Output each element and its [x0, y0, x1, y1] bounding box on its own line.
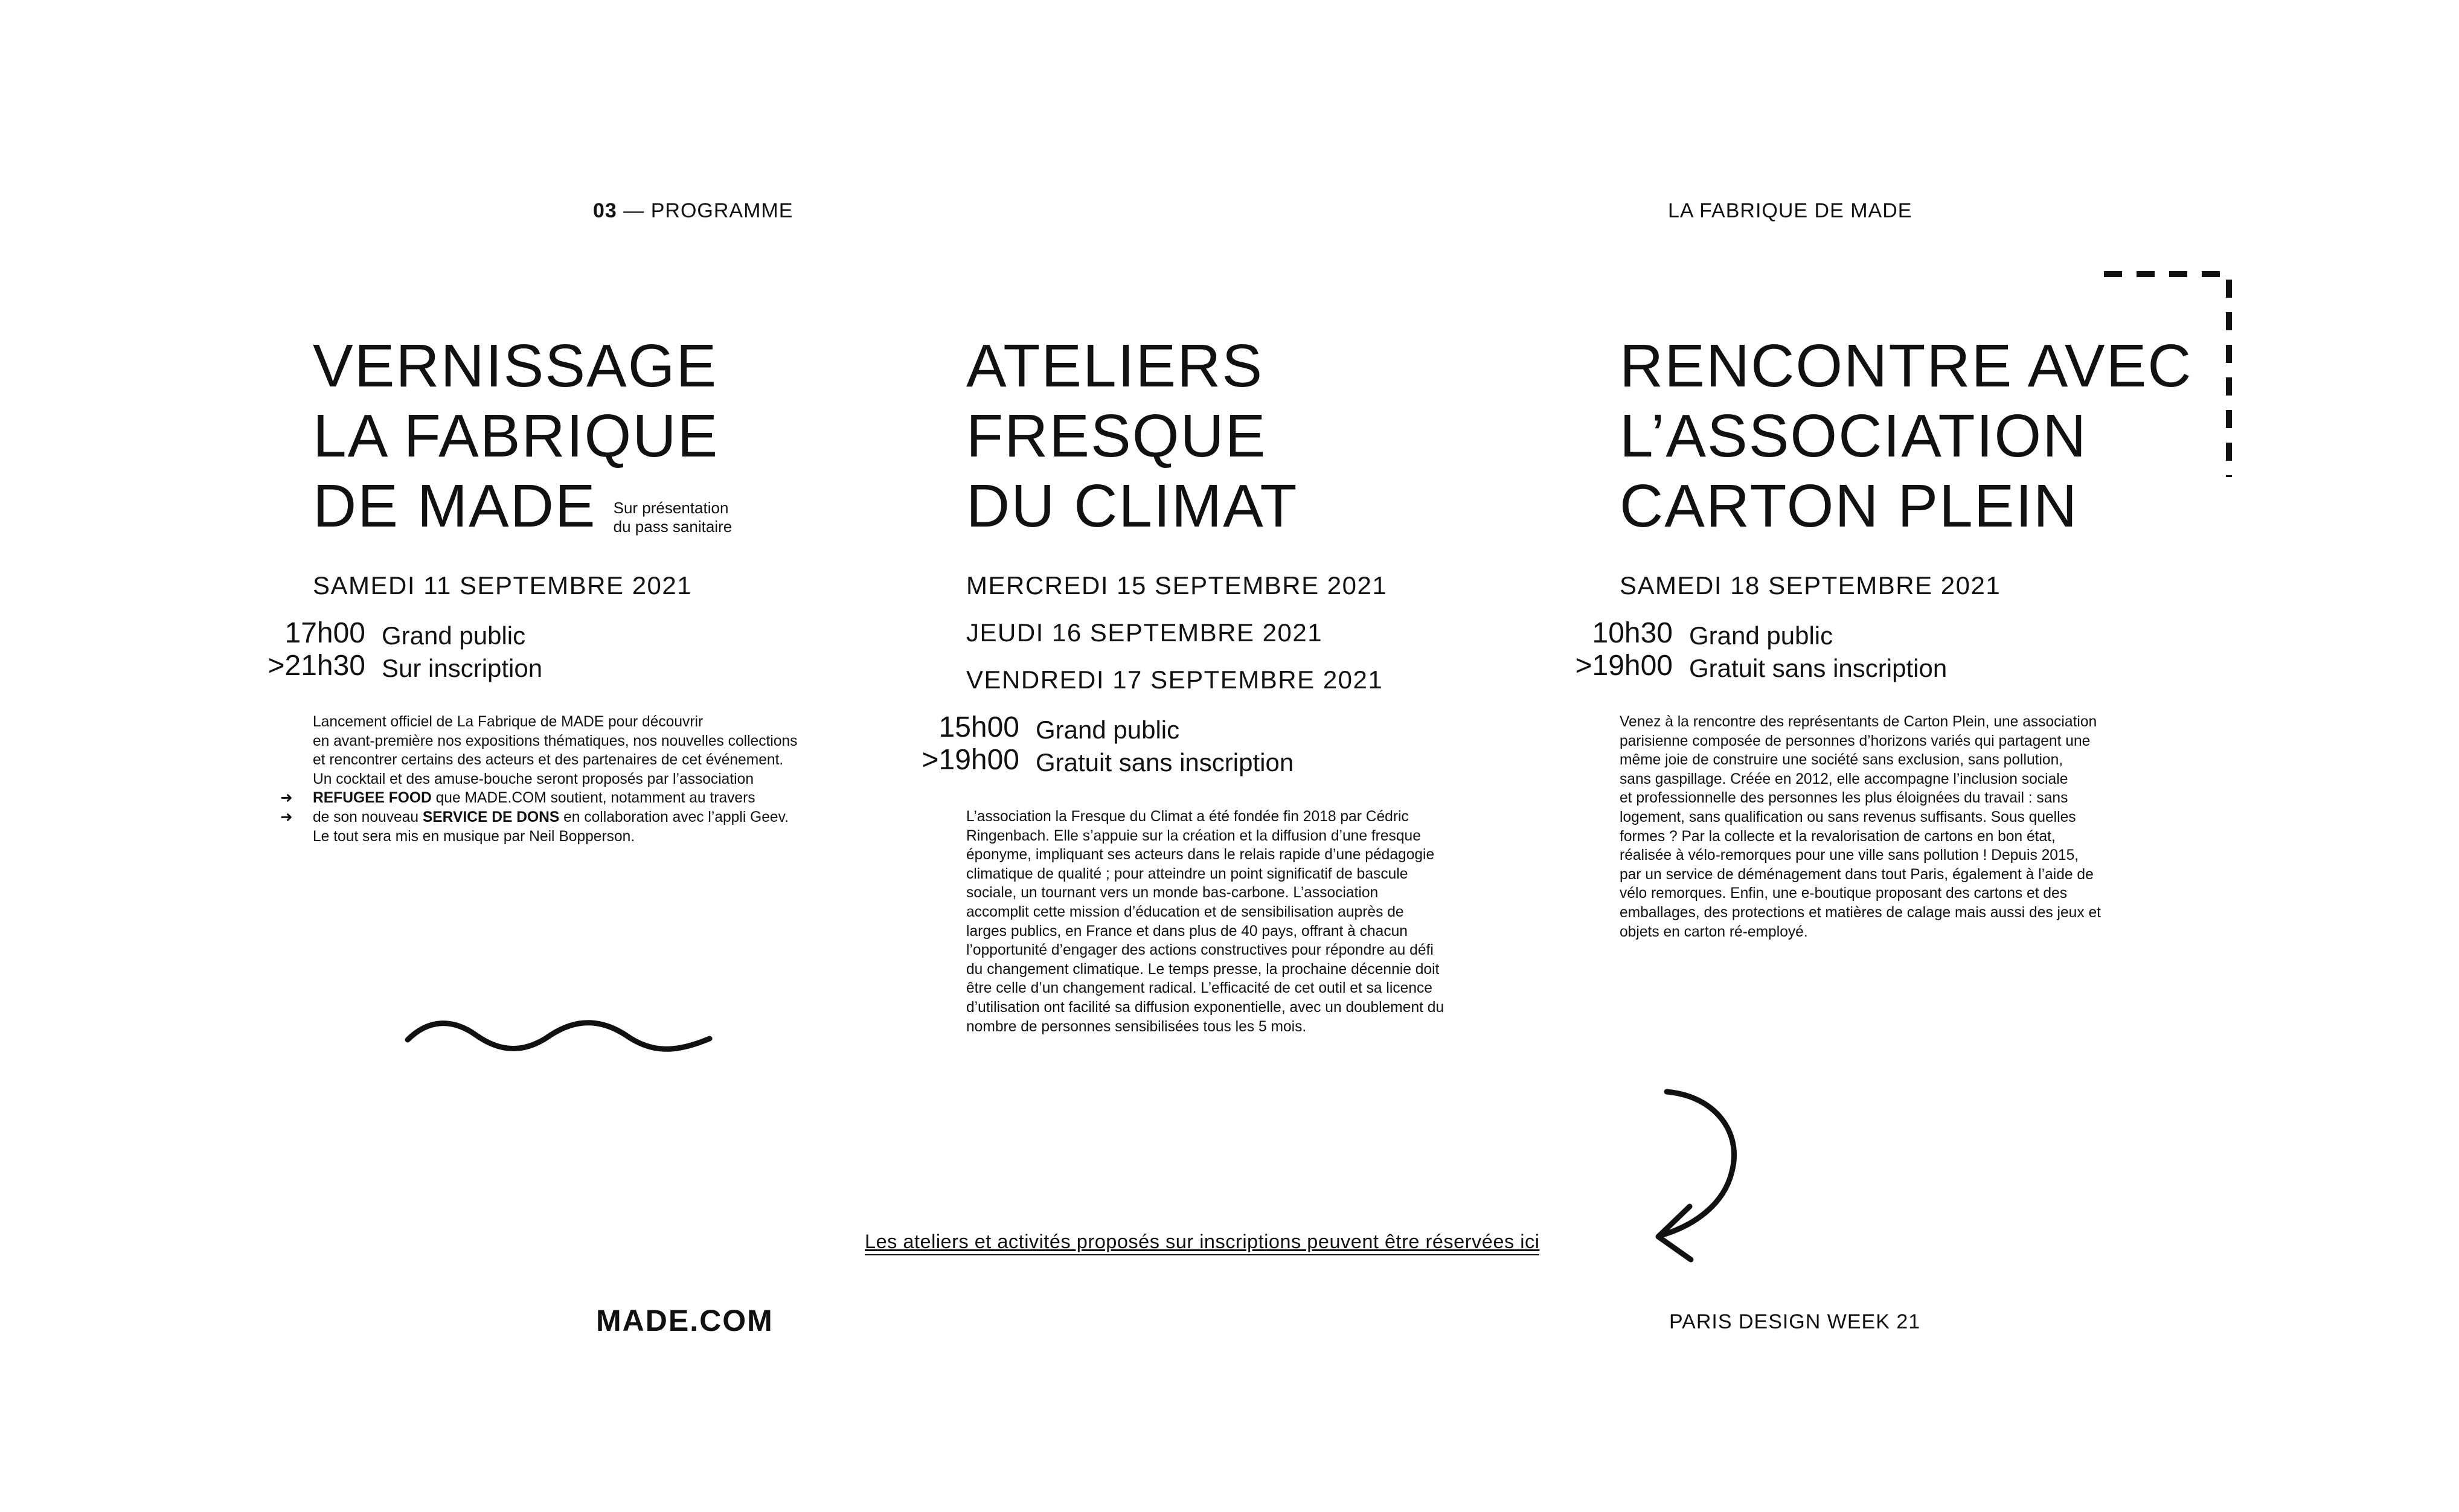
title-line — [313, 471, 732, 541]
description-line: emballages, des protections et matières de calage mais aussi des jeux et — [1620, 904, 2101, 921]
time-label: Grand public — [1689, 621, 1833, 650]
description-line: larges publics, en France et dans plus de 40 pays, offrant à chacun — [966, 923, 1408, 940]
footer-label: PARIS DESIGN WEEK 21 — [1669, 1310, 1921, 1333]
description-line: d’utilisation ont facilité sa diffusion exponentielle, avec un doublement du — [966, 999, 1444, 1016]
section-separator: — — [617, 199, 651, 222]
description-line: objets en carton ré-employé. — [1620, 923, 1808, 940]
time-row — [862, 744, 1406, 777]
event-description — [966, 807, 1444, 1036]
curved-arrow-icon — [1643, 1081, 1751, 1268]
time-label: Sur inscription — [382, 654, 543, 682]
description-line — [280, 789, 797, 808]
event-date: VENDREDI 17 SEPTEMBRE 2021 — [966, 665, 1383, 694]
event-title — [313, 331, 732, 541]
section-header — [593, 199, 793, 223]
title-line: LA FABRIQUE — [313, 402, 719, 470]
time-value: 15h00 — [938, 711, 1019, 743]
description-line: même joie de construire une société sans exclusion, sans pollution, — [1620, 752, 2063, 769]
arrow-right-icon: ➜ — [280, 809, 293, 825]
time-row — [1516, 650, 2059, 682]
event-carton-plein — [1620, 331, 2193, 541]
description-line: Un cocktail et des amuse-bouche seront proposés par l’association — [313, 770, 754, 787]
time-value: >19h00 — [1575, 650, 1673, 682]
title-line: VERNISSAGE — [313, 332, 718, 400]
event-fresque-du-climat — [966, 331, 1298, 541]
time-row — [862, 711, 1406, 744]
description-line: nombre de personnes sensibilisées tous les 5 mois. — [966, 1018, 1307, 1035]
event-times — [862, 711, 1406, 777]
arrow-right-icon: ➜ — [280, 790, 293, 807]
time-value: 10h30 — [1592, 617, 1673, 649]
time-value: 17h00 — [284, 617, 365, 649]
event-date: JEUDI 16 SEPTEMBRE 2021 — [966, 618, 1323, 647]
time-row — [208, 650, 691, 682]
note-line: Sur présentation — [613, 499, 729, 517]
description-line: en avant-première nos expositions thématiques, nos nouvelles collections — [313, 732, 798, 749]
description-line: Ringenbach. Elle s’appuie sur la création et la diffusion d’une fresque — [966, 827, 1421, 844]
time-value: >21h30 — [268, 650, 365, 682]
event-title — [1620, 331, 2193, 541]
description-text: que MADE.COM soutient, notamment au travers — [431, 790, 755, 807]
title-line: L’ASSOCIATION — [1620, 402, 2088, 470]
title-line: RENCONTRE AVEC — [1620, 332, 2193, 400]
event-date: MERCREDI 15 SEPTEMBRE 2021 — [966, 571, 1388, 600]
description-line: être celle d’un changement radical. L’efficacité de cet outil et sa licence — [966, 980, 1432, 997]
description-line: parisienne composée de personnes d’horizons variés qui partagent une — [1620, 732, 2091, 749]
time-row — [208, 617, 691, 650]
description-line: du changement climatique. Le temps presse, la prochaine décennie doit — [966, 961, 1440, 978]
section-number: 03 — [593, 199, 617, 222]
description-line: réalisée à vélo-remorques pour une ville sans pollution ! Depuis 2015, — [1620, 847, 2079, 864]
description-line: L’association la Fresque du Climat a été fondée fin 2018 par Cédric — [966, 809, 1409, 825]
event-times — [1516, 617, 2059, 682]
description-line: vélo remorques. Enfin, une e-boutique proposant des cartons et des — [1620, 885, 2068, 902]
event-vernissage — [313, 331, 732, 541]
brand-header-label: LA FABRIQUE DE MADE — [1668, 199, 1912, 222]
pass-sanitaire-note — [614, 499, 733, 536]
time-label: Gratuit sans inscription — [1036, 748, 1294, 777]
event-description — [1620, 713, 2101, 941]
event-description — [280, 713, 798, 846]
title-line: ATELIERS — [966, 332, 1264, 400]
title-line: CARTON PLEIN — [1620, 472, 2079, 540]
note-line: du pass sanitaire — [613, 517, 733, 536]
description-line: sociale, un tournant vers un monde bas-carbone. L’association — [966, 885, 1379, 902]
title-line-text: DE MADE — [313, 472, 597, 540]
description-text: en collaboration avec l’appli Geev. — [559, 809, 789, 825]
description-line: accomplit cette mission d’éducation et de sensibilisation auprès de — [966, 903, 1404, 920]
time-label: Grand public — [1036, 716, 1180, 744]
service-de-dons-label: SERVICE DE DONS — [422, 809, 560, 825]
refugee-food-label: REFUGEE FOOD — [313, 790, 432, 807]
description-line: Lancement officiel de La Fabrique de MADE pour découvrir — [313, 714, 704, 730]
description-line: logement, sans qualification ou sans revenus suffisants. Sous quelles — [1620, 809, 2076, 825]
section-label: PROGRAMME — [650, 199, 793, 222]
description-line: et rencontrer certains des acteurs et des partenaires de cet événement. — [313, 752, 784, 769]
event-title — [966, 331, 1298, 541]
description-line: Venez à la rencontre des représentants de Carton Plein, une association — [1620, 714, 2097, 730]
event-date: SAMEDI 18 SEPTEMBRE 2021 — [1620, 571, 2001, 600]
time-value: >19h00 — [922, 744, 1019, 776]
description-line: sans gaspillage. Créée en 2012, elle accompagne l’inclusion sociale — [1620, 770, 2068, 787]
brand-logo: MADE.COM — [596, 1304, 774, 1337]
event-date: SAMEDI 11 SEPTEMBRE 2021 — [313, 571, 693, 600]
event-times — [208, 617, 691, 682]
description-line: par un service de déménagement dans tout Paris, également à l’aide de — [1620, 866, 2094, 883]
reservation-link[interactable]: Les ateliers et activités proposés sur inscriptions peuvent être réservées ici — [865, 1231, 1539, 1255]
description-line: et professionnelle des personnes les plus éloignées du travail : sans — [1620, 790, 2068, 807]
description-line: Le tout sera mis en musique par Neil Bopperson. — [313, 828, 635, 845]
description-text: de son nouveau — [313, 809, 423, 825]
description-line: formes ? Par la collecte et la revalorisation de cartons en bon état, — [1620, 828, 2056, 845]
title-line: FRESQUE — [966, 402, 1267, 470]
wave-decoration — [405, 1016, 713, 1058]
time-label: Gratuit sans inscription — [1689, 654, 1948, 682]
time-label: Grand public — [382, 621, 526, 650]
description-line: climatique de qualité ; pour atteindre un point significatif de bascule — [966, 865, 1408, 882]
description-line: l’opportunité d’engager des actions constructives pour répondre au défi — [966, 942, 1434, 959]
title-line: DU CLIMAT — [966, 472, 1298, 540]
description-line: éponyme, impliquant ses acteurs dans le relais rapide d’une pédagogie — [966, 847, 1435, 863]
time-row — [1516, 617, 2059, 650]
description-line — [280, 808, 797, 827]
